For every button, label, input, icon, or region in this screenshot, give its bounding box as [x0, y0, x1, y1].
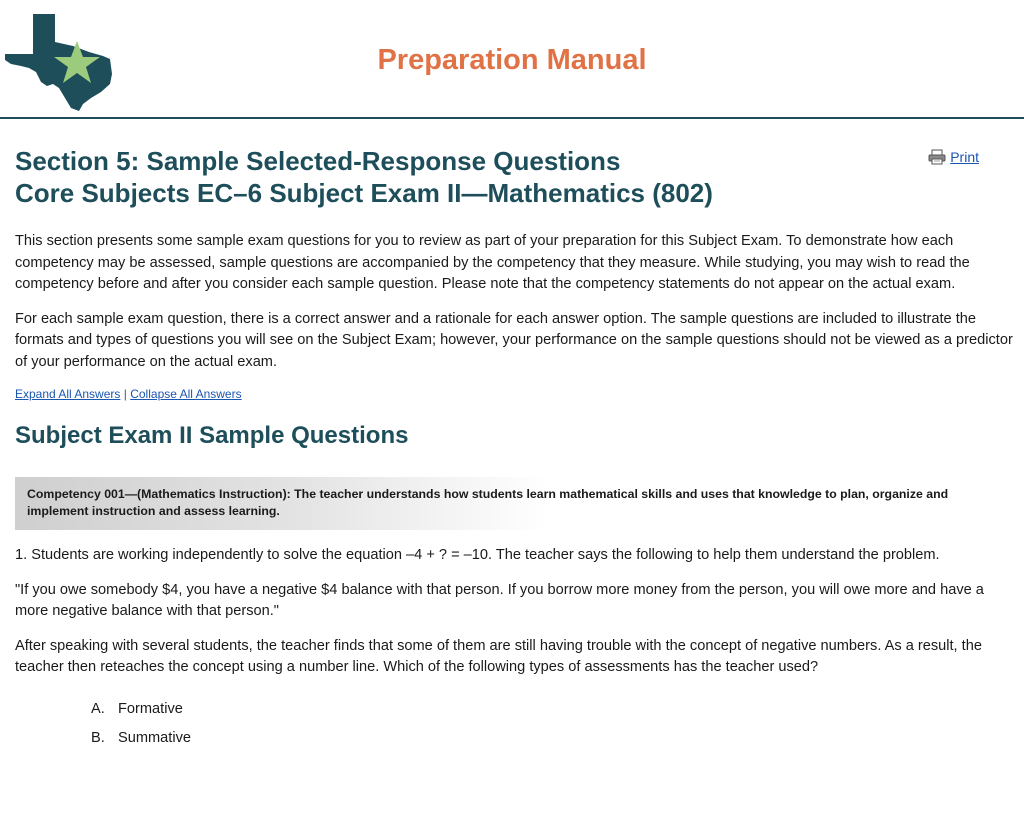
option-a-letter: A.	[91, 700, 105, 717]
option-a	[91, 695, 1015, 724]
collapse-all-answers-link[interactable]: Collapse All Answers	[130, 387, 242, 401]
print-link[interactable]	[928, 149, 979, 165]
header-title: Preparation Manual	[377, 44, 647, 76]
intro-paragraph-2: For each sample exam question, there is a correct answer and a rationale for each answer option. The sample questions are included to illustrate the formats and types of questions you will see on the Subject Exam; however, your performance on the sample questions should not be viewed as a predictor of your performance on the actual exam.	[15, 310, 1013, 370]
option-b-text: Summative	[118, 729, 191, 746]
question-1-stem: 1. Students are working independently to solve the equation –4 + ? = –10. The teacher says the following to help them understand the problem.	[15, 547, 940, 563]
competency-banner: Competency 001—(Mathematics Instruction): The teacher understands how students learn mathematical skills and uses that knowledge to plan, organize and implement instruction and assess learning.	[15, 477, 985, 530]
printer-icon	[928, 149, 946, 165]
question-1-options	[15, 695, 1015, 753]
expand-all-answers-link[interactable]: Expand All Answers	[15, 387, 121, 401]
toggle-separator: |	[123, 387, 127, 401]
main-content	[15, 145, 1015, 753]
page-header	[0, 0, 1024, 119]
question-1-prompt: After speaking with several students, the teacher finds that some of them are still having trouble with the concept of negative numbers. As a result, the teacher then reteaches the concept using a number line. Which of the following types of assessments has the teacher used?	[15, 637, 982, 675]
print-label[interactable]: Print	[950, 149, 979, 165]
option-b-letter: B.	[91, 729, 105, 746]
option-b	[91, 724, 1015, 753]
section-title-line1: Section 5: Sample Selected-Response Questions	[15, 146, 621, 176]
option-a-text: Formative	[118, 700, 183, 717]
intro-paragraph-1: This section presents some sample exam questions for you to review as part of your preparation for this Subject Exam. To demonstrate how each competency may be assessed, sample questions are accompanied by the competency that they measure. While studying, you may wish to read the competency before and after you consider each sample question. Please note that the competency statements do not appear on the actual exam.	[15, 233, 970, 292]
answer-toggles	[15, 387, 1015, 401]
section-title-line2: Core Subjects EC–6 Subject Exam II—Mathematics (802)	[15, 178, 713, 208]
section-title	[15, 145, 895, 209]
sample-questions-heading: Subject Exam II Sample Questions	[15, 422, 409, 449]
question-1-quote: "If you owe somebody $4, you have a negative $4 balance with that person. If you borrow more money from the person, you will owe more and have a more negative balance with that person."	[15, 581, 984, 619]
